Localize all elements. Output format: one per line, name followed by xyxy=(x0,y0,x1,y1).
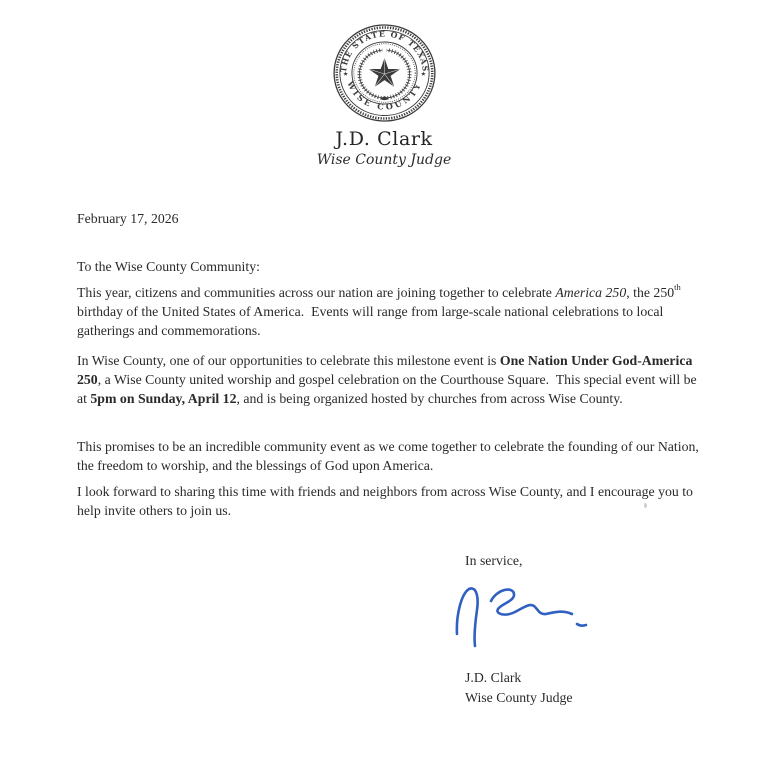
paragraph-invitation: I look forward to sharing this time with friends and neighbors from across Wise County, and I encourage you to help invite others to join us. xyxy=(77,484,697,518)
seal-bottom-text: WISE COUNTY xyxy=(345,80,424,112)
letterhead-name: J.D. Clark xyxy=(335,128,433,150)
signature-image xyxy=(451,584,596,650)
letterhead-title: Wise County Judge xyxy=(316,152,452,168)
letter-date: February 17, 2026 xyxy=(77,211,179,226)
valediction: In service, xyxy=(465,553,523,568)
county-seal-icon xyxy=(332,23,437,123)
scan-artifact xyxy=(644,503,647,508)
seal-right-star-separator: ★ xyxy=(420,71,426,78)
signature-title: Wise County Judge xyxy=(465,690,573,705)
seal-left-star-separator: ★ xyxy=(343,71,349,78)
seal-top-text: THE STATE OF TEXAS xyxy=(338,29,431,73)
paragraph-america250: This year, citizens and communities across our nation are joining together to celebrate America 250, the 250th birthday of the United States of America. Events will range from large-scale national celebrations to local gatherings and commemorations. xyxy=(77,282,685,338)
signature-block xyxy=(465,668,573,708)
salutation: To the Wise County Community: xyxy=(77,259,260,274)
paragraph-community: This promises to be an incredible community event as we come together to celebrate the founding of our Nation, the freedom to worship, and the blessings of God upon America. xyxy=(77,439,703,473)
paragraph-event-details: In Wise County, one of our opportunities to celebrate this milestone event is One Nation Under God-America 250, a Wise County united worship and gospel celebration on the Courthouse Square. This special event will be at 5pm on Sunday, April 12, and is being organized hosted by churches from across Wise County. xyxy=(77,353,701,406)
wreath-tie xyxy=(381,97,388,100)
signature-name: J.D. Clark xyxy=(465,670,522,685)
